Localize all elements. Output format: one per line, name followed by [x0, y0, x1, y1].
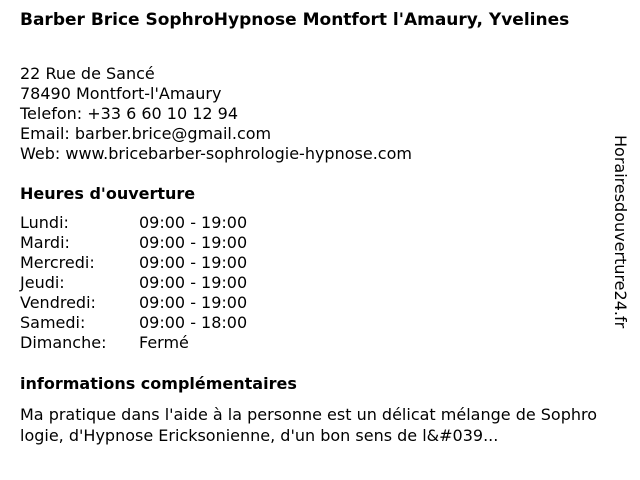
address-street: 22 Rue de Sancé: [20, 64, 155, 83]
day-label: Lundi:: [20, 213, 69, 232]
hours-value: 09:00 - 19:00: [139, 273, 248, 292]
day-label: Dimanche:: [20, 333, 107, 352]
info-heading: informations complémentaires: [20, 374, 297, 393]
phone-text: Telefon: +33 6 60 10 12 94: [20, 104, 239, 123]
day-label: Mercredi:: [20, 253, 95, 272]
day-label: Jeudi:: [20, 273, 65, 292]
day-label: Samedi:: [20, 313, 86, 332]
page-title: Barber Brice SophroHypnose Montfort l'Amaury, Yvelines: [20, 10, 570, 30]
brand-watermark: Horairesdouverture24.fr: [611, 135, 630, 329]
hours-value: 09:00 - 19:00: [139, 293, 248, 312]
contact-block: [20, 64, 412, 164]
hours-heading: Heures d'ouverture: [20, 184, 196, 203]
info-description: Ma pratique dans l'aide à la personne est un délicat mélange de Sophrologie, d'Hypnose Ericksonienne, d'un bon sens de l&#039...: [20, 405, 598, 445]
hours-value: 09:00 - 19:00: [139, 213, 248, 232]
day-label: Mardi:: [20, 233, 70, 252]
address-city: 78490 Montfort-l'Amaury: [20, 84, 222, 103]
hours-value: Fermé: [139, 333, 189, 352]
hours-value: 09:00 - 19:00: [139, 233, 248, 252]
hours-value: 09:00 - 19:00: [139, 253, 248, 272]
web-text: Web: www.bricebarber-sophrologie-hypnose.com: [20, 144, 412, 163]
email-text: Email: barber.brice@gmail.com: [20, 124, 272, 143]
hours-value: 09:00 - 18:00: [139, 313, 248, 332]
day-label: Vendredi:: [20, 293, 96, 312]
